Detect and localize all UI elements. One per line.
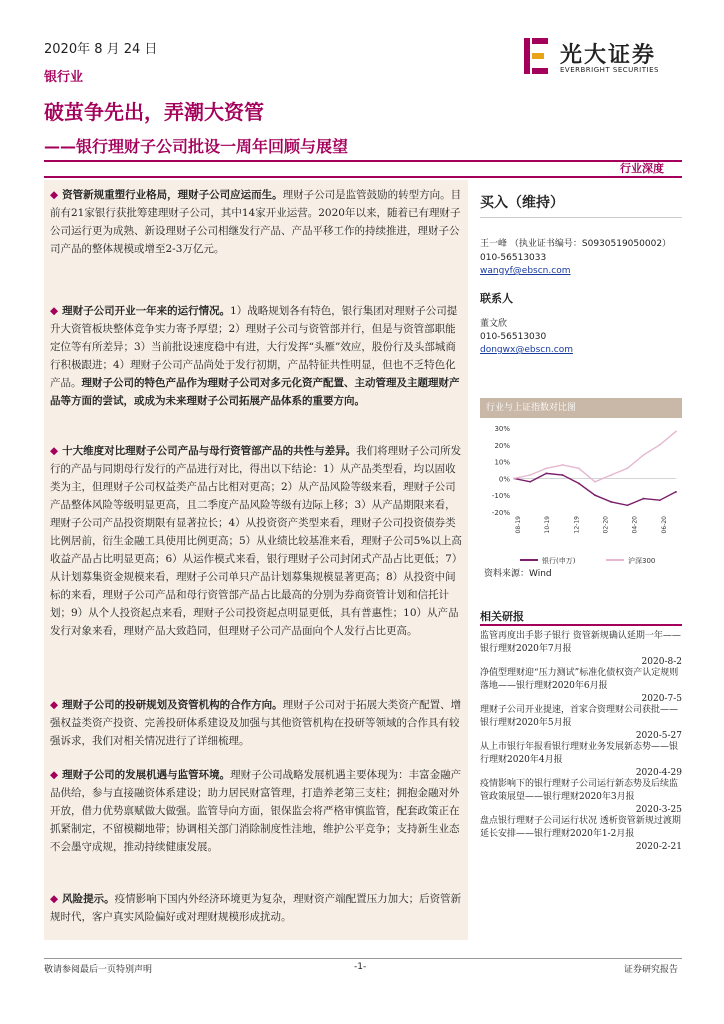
data-point — [513, 478, 515, 480]
related-item-text: 净值型理财迎“压力测试”标准化债权资产认定规则落地——银行理财2020年6月报 — [480, 668, 679, 691]
data-point — [578, 483, 580, 485]
data-point — [562, 474, 564, 476]
x-tick-label: 04-20 — [631, 516, 639, 534]
related-item-text: 从上市银行年报看银行理财业务发展新态势——银行理财2020年4月报 — [480, 742, 679, 765]
sector-label: 银行业 — [44, 70, 84, 85]
data-point — [594, 481, 596, 483]
data-point — [562, 464, 564, 466]
data-point — [529, 481, 531, 483]
data-point — [546, 467, 548, 469]
related-rule — [480, 624, 682, 626]
bullet-icon: ◆ — [50, 699, 59, 711]
related-item-date: 2020-5-27 — [635, 731, 682, 741]
analyst-email[interactable]: wangyf@ebscn.com — [480, 266, 571, 276]
comparison-chart — [480, 398, 682, 570]
data-point — [529, 474, 531, 476]
y-tick-label: 10% — [494, 458, 510, 467]
y-tick-label: -10% — [491, 492, 510, 501]
related-item[interactable] — [480, 667, 682, 706]
x-tick-label: 02-20 — [602, 516, 610, 534]
logo-english: EVERBRIGHT SECURITIES — [560, 66, 659, 74]
para-lead: 风险提示。 — [62, 893, 115, 905]
analyst-name: 王一峰 — [480, 239, 508, 249]
series-line — [514, 431, 676, 481]
header-rule — [44, 160, 682, 162]
para-body: 1）战略规划各有特色，银行集团对理财子公司提升大资管板块整体竞争实力寄予厚望；2）理财子公司与资管部并行，但是与资管部职能定位等有所差异；3）当前批设速度稳中有进，大行发挥“头雁”效应，股份行及头部城商行积极跟进；4）理财子公司产品尚处于发行初期，产品特征共性明显，但也不乏特色化产品。 — [50, 305, 458, 389]
related-item[interactable] — [480, 741, 682, 780]
summary-para-1 — [50, 186, 464, 258]
para-lead: 理财子公司的投研规划及资管机构的合作方向。 — [62, 699, 283, 711]
logo-name: 光大证券 — [560, 43, 657, 68]
summary-panel — [44, 180, 468, 940]
rating-rule — [480, 217, 682, 218]
data-point — [578, 467, 580, 469]
data-point — [659, 444, 661, 446]
related-item-text: 理财子公司开业提速，首家合资理财公司获批——银行理财2020年5月报 — [480, 705, 679, 728]
report-subtitle: ——银行理财子公司批设一周年回顾与展望 — [44, 137, 349, 156]
related-item-date: 2020-4-29 — [635, 768, 682, 778]
para-lead: 理财子公司的发展机遇与监管环境。 — [62, 769, 231, 781]
footer-right: 证券研究报告 — [624, 965, 679, 975]
x-tick-label: 06-20 — [660, 516, 668, 534]
related-item-text: 疫情影响下的银行理财子公司运行新态势及后续监管政策展望——银行理财2020年3月报 — [480, 779, 679, 802]
related-title: 相关研报 — [480, 610, 524, 623]
data-point — [643, 454, 645, 456]
para-body: 疫情影响下国内外经济环境更为复杂，理财资产端配置压力加大；后资管新规时代，客户真实风险偏好或对理财规模形成扰动。 — [50, 893, 462, 923]
data-point — [643, 498, 645, 500]
para-body: 我们将理财子公司所发行的产品与同期母行发行的产品进行对比，得出以下结论：1）从产品类型看，均以固收类为主，但理财子公司权益类产品占比相对更高；2）从产品风险等级来看，理财子公司产品整体风险等级明显更高，且二季度产品风险等级有边际上移；3）从产品期限来看，理财子公司产品投资期限有显著拉长；4）从投资资产类型来看，理财子公司投资债券类比例居前，衍生金融工具使用比例更高；5）从业绩比较基准来看，理财子公司5%以上高收益产品占比明显更高；6）从运作模式来看，银行理财子公司封闭式产品占比更低；7）从计划募集资金规模来看，理财子公司单只产品计划募集规模显著更高；8）从投资中间标的来看，理财子公司产品和母行资管部产品占比最高的分别为券商资管计划和信托计划；9）从个人投资起点来看，理财子公司投资起点明显更低，具有普惠性；10）从产品发行对象来看，理财产品大致趋同，但理财子公司产品面向个人发行占比更高。 — [50, 445, 463, 637]
rating: 买入（维持） — [480, 195, 564, 211]
report-type-badge: 行业深度 — [620, 162, 664, 175]
legend-label: 沪深300 — [628, 557, 656, 565]
related-item-date: 2020-8-2 — [641, 657, 682, 667]
summary-para-2 — [50, 302, 464, 410]
page-number: -1- — [354, 962, 367, 972]
chart-svg — [480, 420, 682, 570]
chart-source: 资料来源：Wind — [484, 569, 552, 579]
x-tick-label: 08-19 — [515, 516, 522, 534]
related-item-text: 盘点银行理财子公司运行状况 透析资管新规过渡期延长安排——银行理财2020年1-2月报 — [480, 816, 681, 839]
header-rule-2 — [44, 176, 682, 178]
bullet-icon: ◆ — [50, 189, 59, 201]
data-point — [594, 494, 596, 496]
para-lead: 理财子公司开业一年来的运行情况。 — [62, 305, 231, 317]
brand-logo — [520, 34, 680, 82]
para-tail: 理财子公司的特色产品作为理财子公司对多元化资产配置、主动管理及主题理财产品等方面的尝试，或成为未来理财子公司拓展产品体系的重要方向。 — [50, 377, 460, 407]
para-lead: 资管新规重塑行业格局，理财子公司应运而生。 — [62, 189, 283, 201]
related-item[interactable] — [480, 778, 682, 817]
related-item-date: 2020-2-21 — [635, 842, 682, 852]
x-tick-label: 12-19 — [573, 516, 581, 534]
contact-name: 董文欣 — [480, 319, 508, 329]
contact-label: 联系人 — [480, 292, 513, 305]
related-item[interactable] — [480, 704, 682, 743]
summary-para-3 — [50, 442, 464, 640]
summary-para-5 — [50, 766, 464, 856]
footer-rule — [44, 958, 682, 959]
y-tick-label: 30% — [494, 425, 510, 433]
data-point — [659, 499, 661, 501]
report-date: 2020年 8 月 24 日 — [44, 42, 158, 57]
data-point — [627, 467, 629, 469]
para-lead: 十大维度对比理财子公司产品与母行资管部产品的共性与差异。 — [62, 445, 357, 457]
related-item[interactable] — [480, 815, 682, 854]
summary-para-6 — [50, 890, 464, 926]
data-point — [627, 504, 629, 506]
data-point — [675, 491, 677, 493]
data-point — [610, 501, 612, 503]
bullet-icon: ◆ — [50, 769, 59, 781]
y-tick-label: 0% — [498, 475, 510, 484]
bullet-icon: ◆ — [50, 893, 59, 905]
contact-email[interactable]: dongwx@ebscn.com — [480, 345, 573, 355]
y-tick-label: 20% — [494, 441, 510, 450]
logo-mark-icon — [520, 34, 552, 78]
data-point — [546, 472, 548, 474]
para-body: 理财子公司对于拓展大类资产配置、增强权益类资产投资、完善投研体系建设及加强与其他资管机构在投研等领域的合作具有较强诉求，我们对相关情况进行了详细梳理。 — [50, 699, 462, 747]
data-point — [610, 474, 612, 476]
x-tick-label: 10-19 — [544, 516, 552, 534]
analyst-line — [480, 238, 671, 251]
related-item-date: 2020-7-5 — [641, 694, 682, 704]
analyst-phone: 010-56513033 — [480, 253, 547, 263]
related-item-text: 监管再度出手影子银行 资管新规确认延期一年——银行理财2020年7月报 — [480, 631, 681, 654]
bullet-icon: ◆ — [50, 305, 59, 317]
analyst-cert: （执业证书编号：S0930519050002） — [509, 239, 672, 249]
contact-phone: 010-56513030 — [480, 332, 547, 342]
data-point — [675, 430, 677, 432]
chart-title: 行业与上证指数对比图 — [480, 398, 682, 418]
related-item-date: 2020-3-25 — [635, 805, 682, 815]
footer-left: 敬请参阅最后一页特别声明 — [44, 965, 153, 975]
bullet-icon: ◆ — [50, 445, 59, 457]
related-item[interactable] — [480, 630, 682, 669]
y-tick-label: -20% — [491, 509, 510, 517]
para-body: 理财子公司是监管鼓励的转型方向。目前有21家银行获批筹建理财子公司，其中14家开业运营。2020年以来，随着已有理财子公司运行更为成熟、新设理财子公司相继发行产品、产品平移工作的持续推进，理财子公司产品的整体规模或增至2-3万亿元。 — [50, 189, 462, 255]
para-body: 理财子公司战略发展机遇主要体现为：丰富金融产品供给，参与直接融资体系建设；助力居民财富管理，打造养老第三支柱；拥抱金融对外开放，借力优势禀赋做大做强。监管导向方面，银保监会将严格审慎监管，配套政策正在抓紧制定，不留模糊地带；协调相关部门消除制度性洼地，维护公平竞争；支持新生业态不会墨守成规，推动持续健康发展。 — [50, 769, 462, 853]
legend-label: 银行(申万) — [542, 557, 576, 565]
summary-para-4 — [50, 696, 464, 750]
report-title: 破茧争先出，弄潮大资管 — [44, 100, 264, 124]
